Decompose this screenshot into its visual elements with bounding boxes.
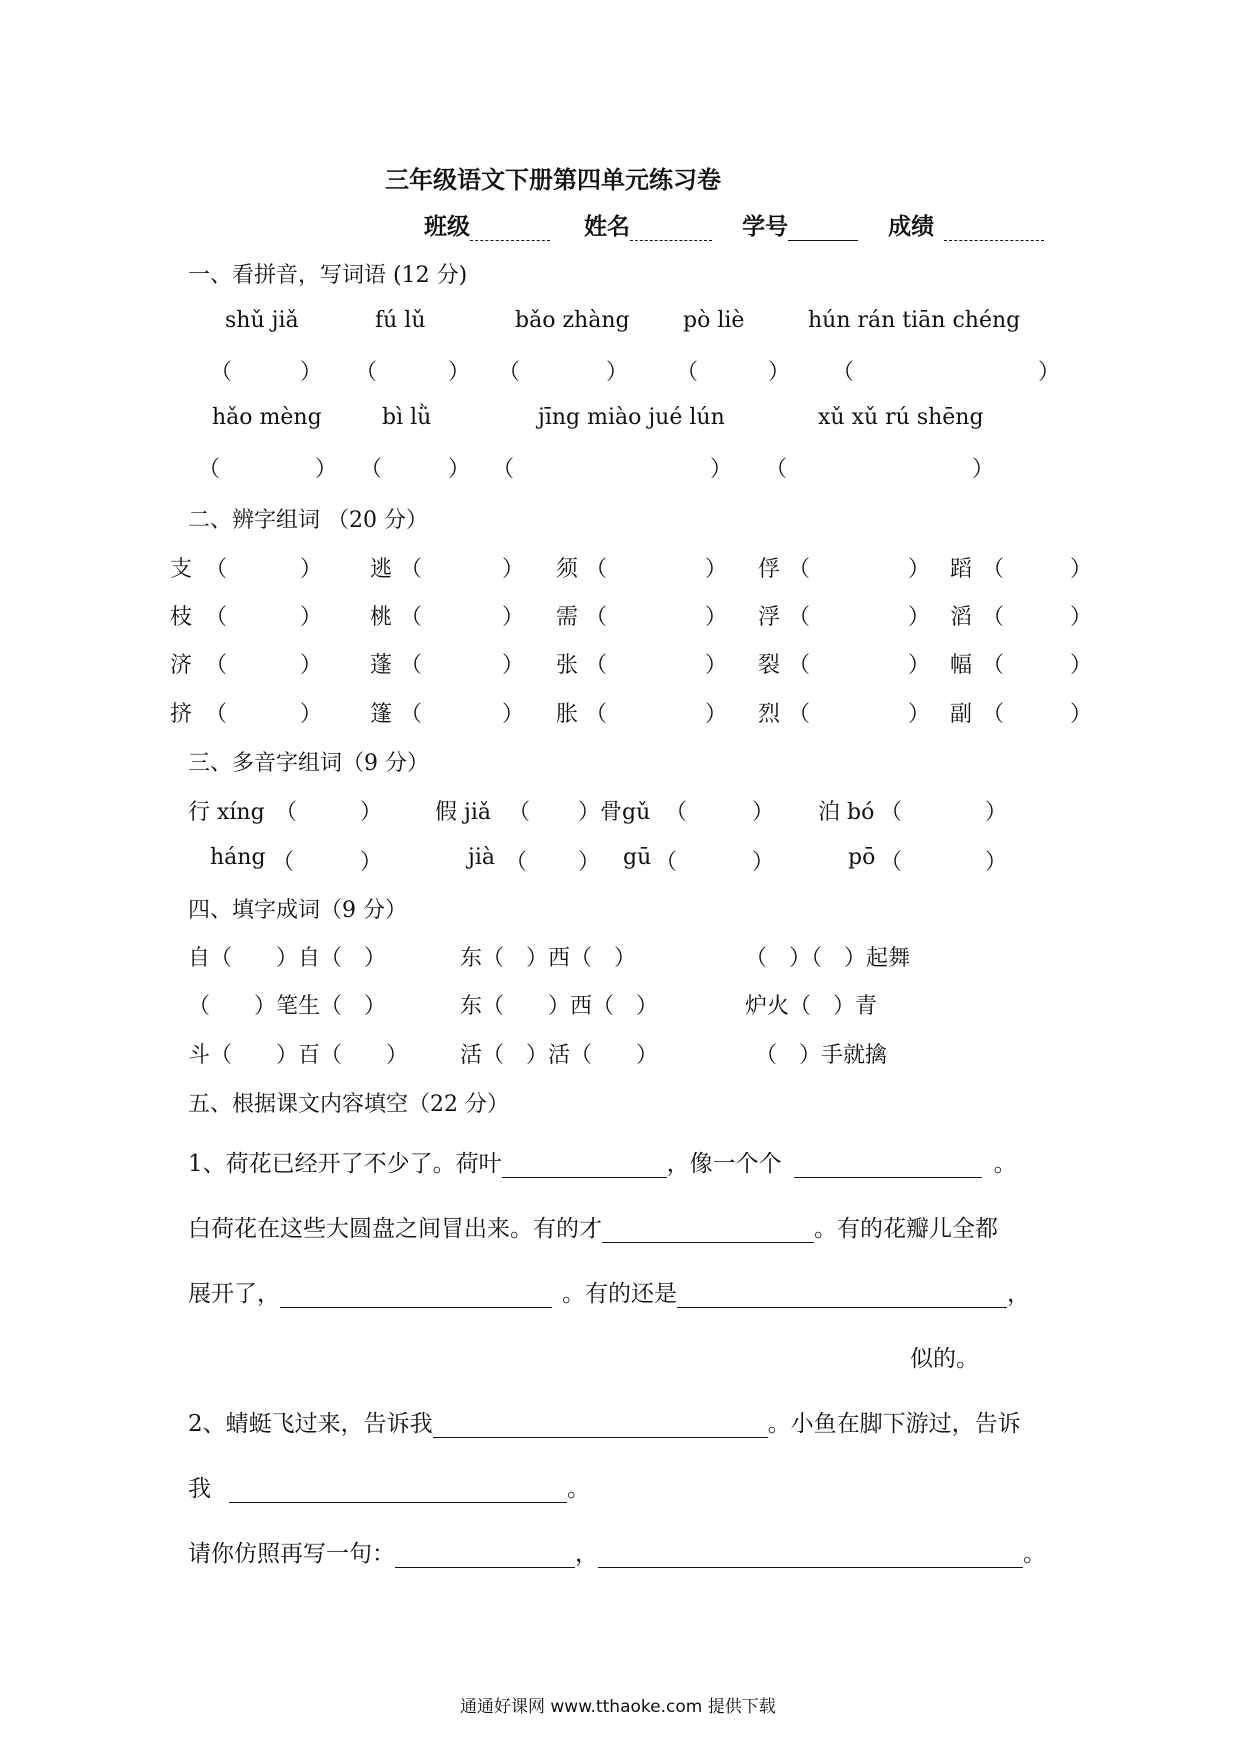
char-row: 济 （ ） 蓬 （ ） 张 （ ） 裂 （ ） 幅 （ ） — [170, 653, 1093, 678]
class-field[interactable] — [470, 218, 550, 241]
name-field[interactable] — [630, 218, 712, 241]
question-1-line-2: 白荷花在这些大圆盘之间冒出来。有的才 。有的花瓣儿全都 — [188, 1216, 998, 1242]
pinyin-item: bǎo zhàng — [515, 308, 630, 333]
question-1-line-4: 似的。 — [910, 1346, 979, 1372]
answer-blank[interactable] — [602, 1220, 814, 1243]
pinyin-item: hǎo mèng — [212, 405, 322, 430]
pinyin-item: shǔ jiǎ — [225, 308, 299, 333]
pinyin-row-2 — [0, 405, 1240, 437]
section-3-heading: 三、多音字组词（9 分） — [188, 751, 429, 776]
id-label: 学号 — [742, 214, 789, 240]
question-1-line-1: 1、荷花已经开了不少了。荷叶 ，像一个个 。 — [188, 1151, 1017, 1177]
answer-row-1: （ ） （ ） （ ） （ ） （ ） — [210, 360, 1061, 385]
pinyin-item: pò liè — [683, 308, 745, 333]
question-2-line-1: 2、蜻蜓飞过来，告诉我 。小鱼在脚下游过，告诉 — [188, 1411, 1021, 1437]
answer-blank[interactable] — [794, 1155, 982, 1178]
answer-blank[interactable] — [395, 1545, 575, 1568]
page-title: 三年级语文下册第四单元练习卷 — [385, 166, 721, 194]
pinyin-item: bì lǜ — [382, 405, 432, 430]
score-field[interactable] — [944, 218, 1044, 241]
idiom-row-3: 斗（ ）百（ ） 活（ ）活（ ） （ ）手就擒 — [188, 1043, 888, 1068]
id-field[interactable] — [788, 218, 858, 241]
question-1-line-3: 展开了， 。有的还是 ， — [188, 1281, 1030, 1307]
answer-blank[interactable] — [598, 1545, 1023, 1568]
question-2-line-2: 我 。 — [188, 1476, 590, 1502]
pinyin-item: jīng miào jué lún — [538, 405, 725, 430]
idiom-row-1: 自（ ）自（ ） 东（ ）西（ ） （ ）（ ）起舞 — [188, 946, 911, 971]
question-2-line-3: 请你仿照再写一句： ， 。 — [188, 1541, 1046, 1567]
score-label: 成绩 — [888, 214, 935, 240]
pinyin-item: fú lǔ — [375, 308, 426, 333]
answer-blank[interactable] — [433, 1415, 768, 1438]
name-label: 姓名 — [584, 214, 631, 240]
answer-blank[interactable] — [229, 1480, 567, 1503]
section-5-heading: 五、根据课文内容填空（22 分） — [188, 1092, 509, 1117]
polyphone-row-2: háng （ ） jià （ ） gū （ ） pō （ ） — [210, 845, 1008, 875]
answer-blank[interactable] — [502, 1155, 667, 1178]
footer-credit: 通通好课网 www.tthaoke.com 提供下载 — [460, 1697, 776, 1717]
student-info — [424, 208, 1044, 241]
section-4-heading: 四、填字成词（9 分） — [188, 898, 407, 923]
pinyin-item: xǔ xǔ rú shēng — [818, 405, 984, 430]
pinyin-row-1 — [0, 308, 1240, 340]
char-row: 挤 （ ） 篷 （ ） 胀 （ ） 烈 （ ） 副 （ ） — [170, 702, 1093, 727]
char-row: 枝 （ ） 桃 （ ） 需 （ ） 浮 （ ） 滔 （ ） — [170, 605, 1093, 630]
answer-blank[interactable] — [677, 1285, 1007, 1308]
polyphone-row-1: 行 xíng （ ） 假 jiǎ （ ） 骨gǔ （ ） 泊 bó （ ） — [188, 800, 1008, 825]
pinyin-item: hún rán tiān chéng — [808, 308, 1021, 333]
section-2-heading: 二、辨字组词 （20 分） — [188, 508, 428, 533]
char-row: 支 （ ） 逃 （ ） 须 （ ） 俘 （ ） 蹈 （ ） — [170, 557, 1093, 582]
answer-row-2: （ ） （ ） （ ） （ ） — [198, 457, 995, 482]
class-label: 班级 — [424, 214, 470, 240]
idiom-row-2: （ ）笔生（ ） 东（ ）西（ ） 炉火（ ）青 — [188, 994, 878, 1019]
answer-blank[interactable] — [280, 1285, 552, 1308]
section-1-heading: 一、看拼音，写词语 (12 分) — [188, 263, 468, 288]
